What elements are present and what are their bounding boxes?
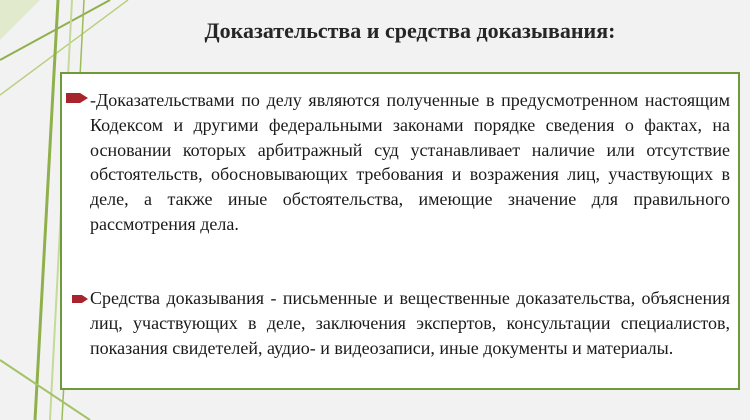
paragraph-evidence (90, 88, 730, 237)
slide-title: Доказательства и средства доказывания: (204, 18, 616, 43)
paragraph-means-of-proof (90, 286, 730, 360)
arrow-bullet-icon (72, 293, 88, 305)
paragraph-text: Средства доказывания - письменные и вещественные доказательства, объяснения лиц, участвующих в деле, заключения экспертов, консультации специалистов, показания свидетелей, аудио- и видеозаписи, иные документы и материалы. (90, 288, 730, 358)
paragraph-text: Доказательствами по делу являются полученные в предусмотренном настоящим Кодексом и другими федеральными законами порядке сведения о фактах, на основании которых арбитражный суд устанавливает наличие или отсутствие обстоятельств, обосновывающих требования и возражения лиц, участвующих в деле, а также иные обстоятельства, имеющие значение для правильного рассмотрения дела. (90, 90, 730, 234)
content-box (60, 72, 740, 390)
arrow-bullet-icon (66, 91, 88, 105)
paragraph-lead-dash: - (90, 90, 96, 110)
